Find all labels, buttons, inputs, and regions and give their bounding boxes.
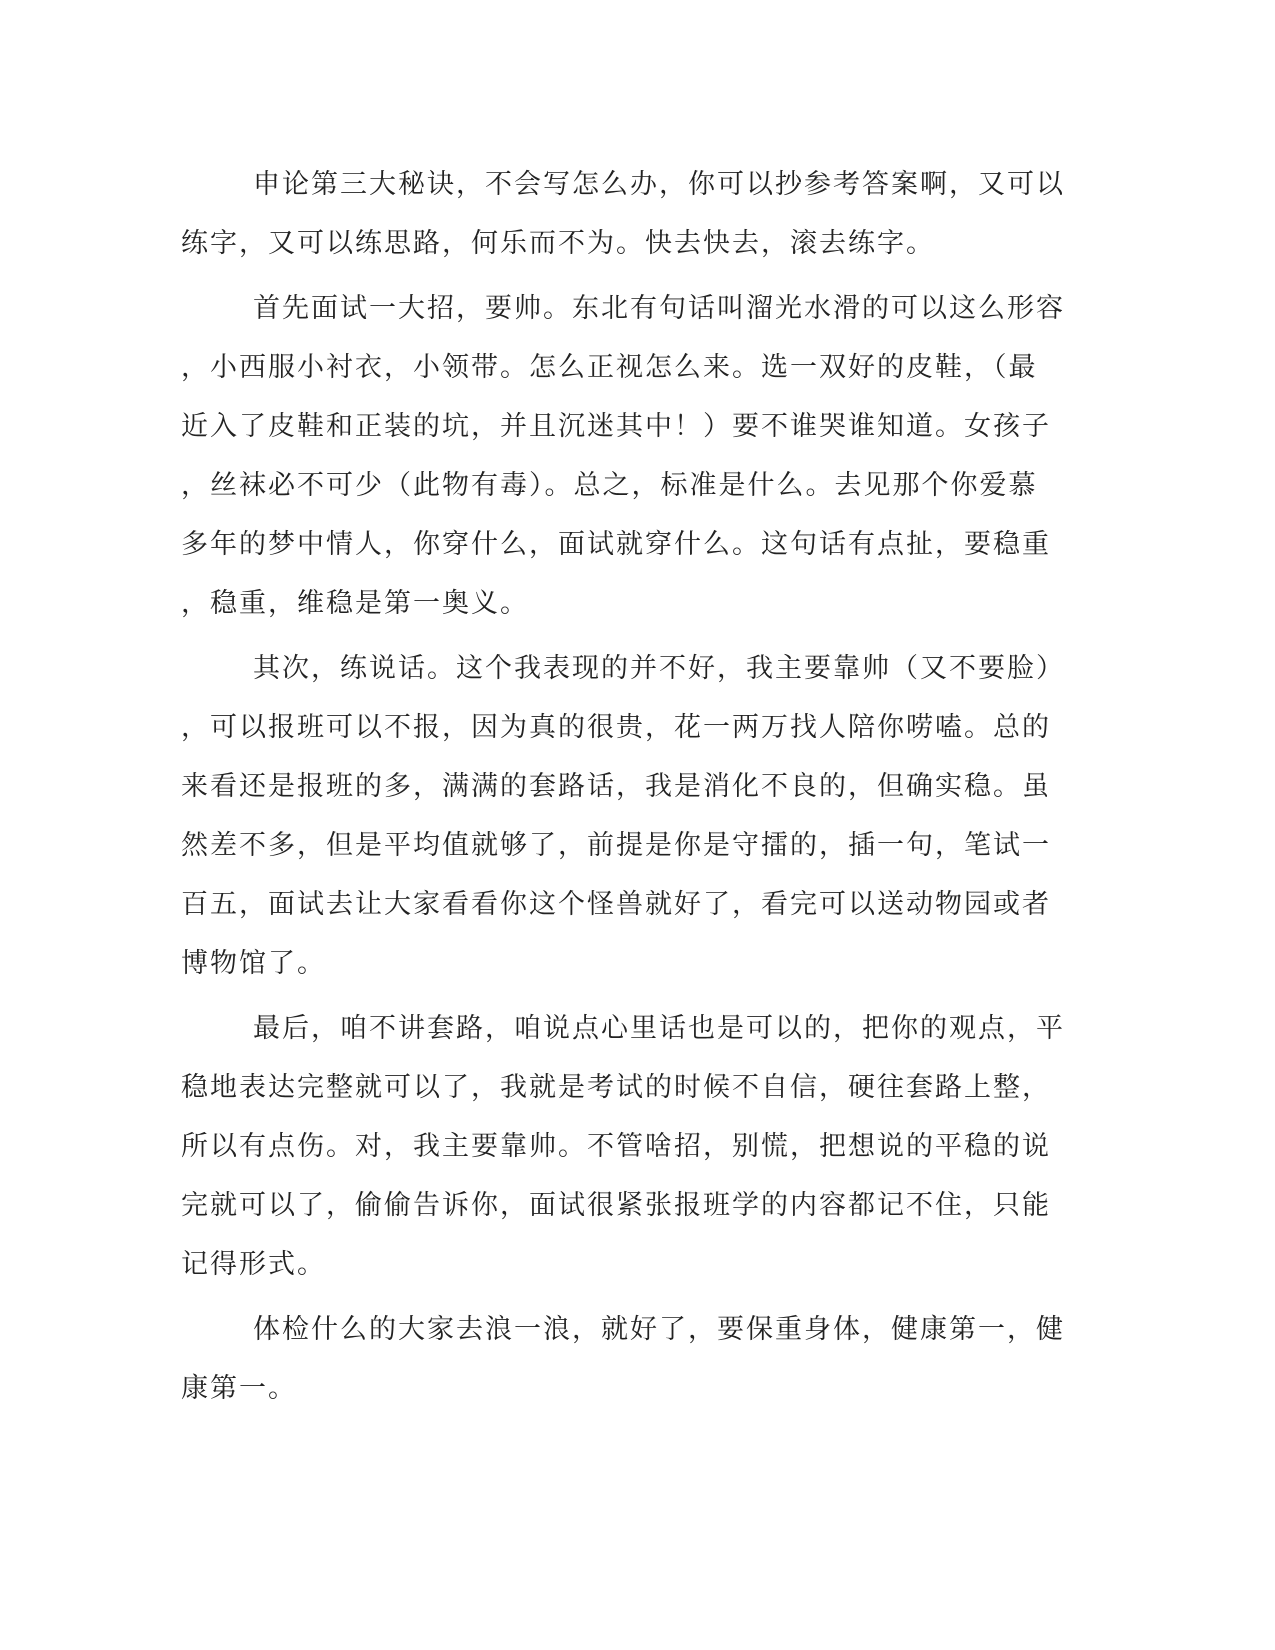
text-line: 近入了皮鞋和正装的坑，并且沉迷其中！）要不谁哭谁知道。女孩子 bbox=[181, 411, 1051, 442]
text-line: ，可以报班可以不报，因为真的很贵，花一两万找人陪你唠嗑。总的 bbox=[181, 712, 1051, 743]
text-line: ，丝袜必不可少（此物有毒）。总之，标准是什么。去见那个你爱慕 bbox=[181, 470, 1038, 501]
document-body bbox=[181, 155, 1065, 1424]
text-line: 稳地表达完整就可以了，我就是考试的时候不自信，硬往套路上整， bbox=[181, 1072, 1051, 1103]
text-line: 然差不多，但是平均值就够了，前提是你是守擂的，插一句，笔试一 bbox=[181, 830, 1051, 861]
paragraph-health-check bbox=[181, 1300, 1065, 1418]
text-line: 康第一。 bbox=[181, 1373, 297, 1404]
paragraph-speaking-practice bbox=[181, 639, 1065, 993]
text-line: 体检什么的大家去浪一浪，就好了，要保重身体，健康第一，健 bbox=[253, 1314, 1065, 1345]
text-line: 所以有点伤。对，我主要靠帅。不管啥招，别慌，把想说的平稳的说 bbox=[181, 1131, 1051, 1162]
paragraph-shenlun-tip bbox=[181, 155, 1065, 273]
text-line: 申论第三大秘诀，不会写怎么办，你可以抄参考答案啊，又可以 bbox=[253, 169, 1065, 200]
text-line: 完就可以了，偷偷告诉你，面试很紧张报班学的内容都记不住，只能 bbox=[181, 1190, 1051, 1221]
paragraph-interview-attire bbox=[181, 279, 1065, 633]
text-line: 最后，咱不讲套路，咱说点心里话也是可以的，把你的观点，平 bbox=[253, 1013, 1065, 1044]
text-line: 百五，面试去让大家看看你这个怪兽就好了，看完可以送动物园或者 bbox=[181, 889, 1051, 920]
text-line: 多年的梦中情人，你穿什么，面试就穿什么。这句话有点扯，要稳重 bbox=[181, 529, 1051, 560]
text-line: 来看还是报班的多，满满的套路话，我是消化不良的，但确实稳。虽 bbox=[181, 771, 1051, 802]
text-line: ，小西服小衬衣，小领带。怎么正视怎么来。选一双好的皮鞋，（最 bbox=[181, 352, 1038, 383]
text-line: 博物馆了。 bbox=[181, 948, 326, 979]
text-line: 首先面试一大招，要帅。东北有句话叫溜光水滑的可以这么形容 bbox=[253, 293, 1065, 324]
text-line: ，稳重，维稳是第一奥义。 bbox=[181, 588, 529, 619]
text-line: 练字，又可以练思路，何乐而不为。快去快去，滚去练字。 bbox=[181, 228, 935, 259]
text-line: 记得形式。 bbox=[181, 1249, 326, 1280]
text-line: 其次，练说话。这个我表现的并不好，我主要靠帅（又不要脸） bbox=[253, 653, 1065, 684]
paragraph-final-advice bbox=[181, 999, 1065, 1294]
